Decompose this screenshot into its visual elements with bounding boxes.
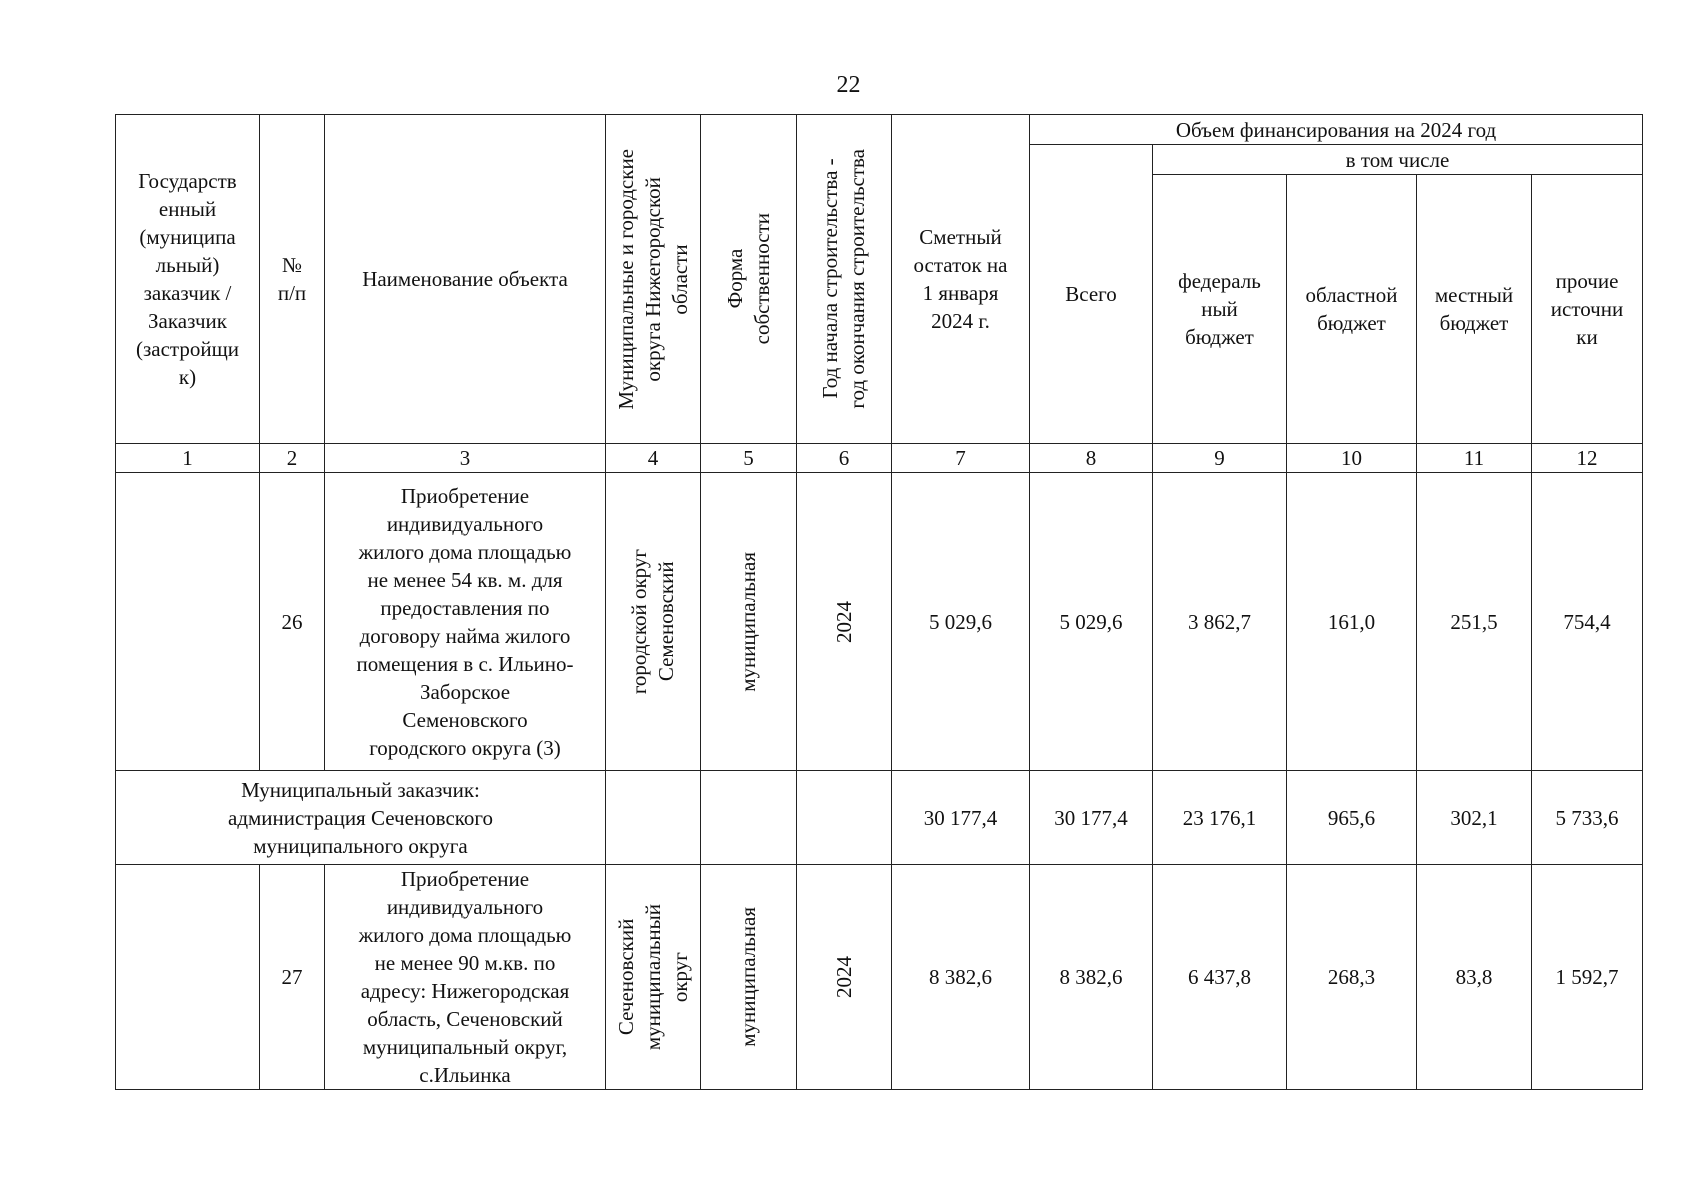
row-estimate-balance: 8 382,6 (892, 865, 1030, 1090)
column-number: 2 (260, 444, 325, 473)
header-local: местный бюджет (1417, 175, 1532, 444)
group-regional: 965,6 (1287, 771, 1417, 865)
group-municipality (606, 771, 701, 865)
row-years: 2024 (831, 956, 856, 998)
row-local: 83,8 (1417, 865, 1532, 1090)
row-other: 1 592,7 (1532, 865, 1643, 1090)
header-municipality-cell (606, 115, 701, 444)
investment-table (115, 114, 1643, 1090)
row-num: 26 (260, 473, 325, 771)
row-num: 27 (260, 865, 325, 1090)
group-ownership (701, 771, 797, 865)
row-total: 8 382,6 (1030, 865, 1153, 1090)
column-number: 9 (1153, 444, 1287, 473)
row-federal: 3 862,7 (1153, 473, 1287, 771)
row-municipality-cell (606, 473, 701, 771)
row-regional: 268,3 (1287, 865, 1417, 1090)
row-years: 2024 (831, 600, 856, 643)
column-number-row (116, 444, 1643, 473)
header-ownership-cell (701, 115, 797, 444)
row-municipality: Сеченовский муниципальный округ (613, 903, 692, 1051)
column-number: 8 (1030, 444, 1153, 473)
column-number: 7 (892, 444, 1030, 473)
header-funding-group: Объем финансирования на 2024 год (1030, 115, 1643, 145)
header-municipality: Муниципальные и городские округа Нижегородской области (613, 148, 692, 410)
row-federal: 6 437,8 (1153, 865, 1287, 1090)
column-number: 6 (797, 444, 892, 473)
row-local: 251,5 (1417, 473, 1532, 771)
column-number: 3 (325, 444, 606, 473)
header-federal: федераль ный бюджет (1153, 175, 1287, 444)
group-label: Муниципальный заказчик: администрация Сеченовского муниципального округа (116, 771, 606, 865)
group-estimate-balance: 30 177,4 (892, 771, 1030, 865)
group-federal: 23 176,1 (1153, 771, 1287, 865)
group-years (797, 771, 892, 865)
column-number: 11 (1417, 444, 1532, 473)
group-other: 5 733,6 (1532, 771, 1643, 865)
header-customer: Государств енный (муниципа льный) заказчик / Заказчик (застройщи к) (116, 115, 260, 444)
row-object-name: Приобретение индивидуального жилого дома площадью не менее 54 кв. м. для предоставления по договору найма жилого помещения в с. Ильино- Заборское Семеновского городского округа (3) (325, 473, 606, 771)
table-row (116, 865, 1643, 1090)
row-other: 754,4 (1532, 473, 1643, 771)
row-municipality-cell (606, 865, 701, 1090)
row-municipality: городской округ Семеновский (627, 548, 678, 695)
column-number: 4 (606, 444, 701, 473)
header-regional: областной бюджет (1287, 175, 1417, 444)
header-years: Год начала строительства - год окончания строительства (818, 149, 869, 409)
group-total: 30 177,4 (1030, 771, 1153, 865)
row-ownership-cell (701, 865, 797, 1090)
header-total: Всего (1030, 145, 1153, 444)
header-including: в том числе (1153, 145, 1643, 175)
group-local: 302,1 (1417, 771, 1532, 865)
header-ownership: Форма собственности (722, 213, 774, 345)
header-num: № п/п (260, 115, 325, 444)
row-total: 5 029,6 (1030, 473, 1153, 771)
header-estimate-balance: Сметный остаток на 1 января 2024 г. (892, 115, 1030, 444)
row-ownership: муниципальная (736, 907, 760, 1047)
header-row-1 (116, 115, 1643, 145)
group-row (116, 771, 1643, 865)
row-regional: 161,0 (1287, 473, 1417, 771)
row-years-cell (797, 865, 892, 1090)
column-number: 10 (1287, 444, 1417, 473)
header-object-name: Наименование объекта (325, 115, 606, 444)
column-number: 5 (701, 444, 797, 473)
row-customer (116, 473, 260, 771)
page-number: 22 (836, 72, 861, 98)
column-number: 1 (116, 444, 260, 473)
row-object-name: Приобретение индивидуального жилого дома площадью не менее 90 м.кв. по адресу: Нижегородская область, Сеченовский муниципальный округ, с.Ильинка (325, 865, 606, 1090)
row-ownership: муниципальная (736, 551, 760, 692)
row-ownership-cell (701, 473, 797, 771)
header-other: прочие источни ки (1532, 175, 1643, 444)
column-number: 12 (1532, 444, 1643, 473)
row-years-cell (797, 473, 892, 771)
header-years-cell (797, 115, 892, 444)
table-row (116, 473, 1643, 771)
row-customer (116, 865, 260, 1090)
row-estimate-balance: 5 029,6 (892, 473, 1030, 771)
